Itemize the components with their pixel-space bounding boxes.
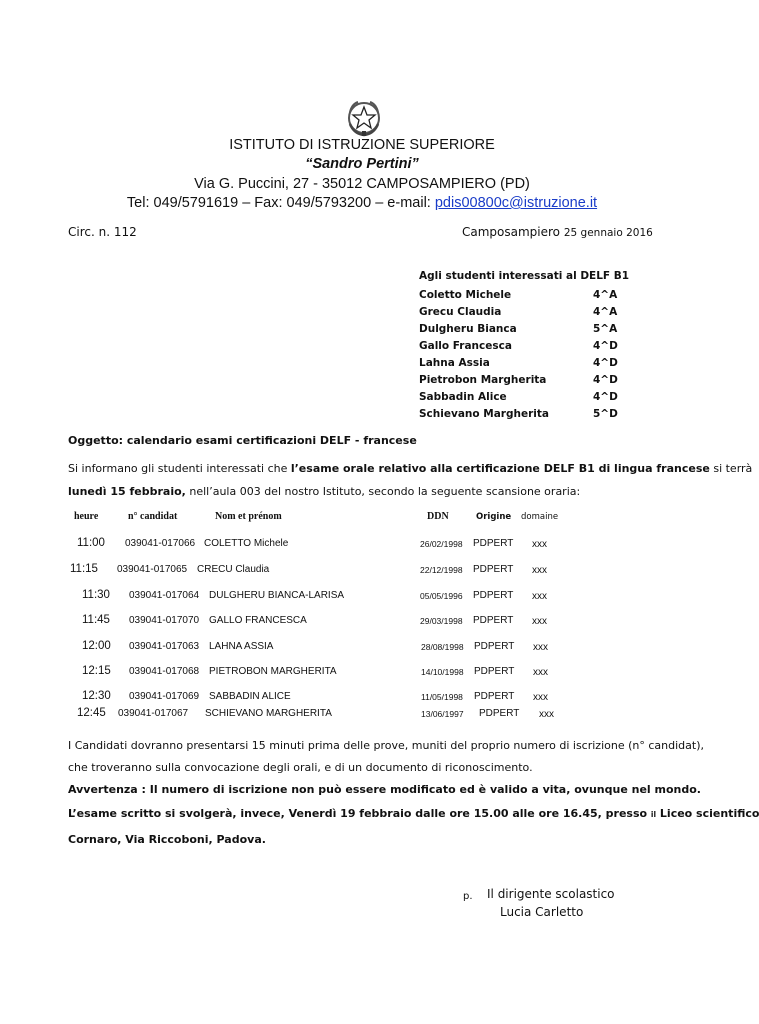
row-ddn: 26/02/1998 xyxy=(420,539,463,549)
warning: Avvertenza : Il numero di iscrizione non può essere modificato ed è valido a vita, ovunque nel mondo. xyxy=(68,783,701,796)
written-exam-text: L’esame scritto si svolgerà, invece, Venerdì 19 febbraio dalle ore 15.00 alle ore 16.45, xyxy=(68,807,602,820)
row-nom: GALLO FRANCESCA xyxy=(209,615,307,626)
recipient-class: 4^D xyxy=(593,391,618,403)
recipient-name: Grecu Claudia xyxy=(419,306,502,318)
row-ddn: 13/06/1997 xyxy=(421,709,464,719)
row-origine: PDPERT xyxy=(479,708,520,719)
recipient-class: 4^D xyxy=(593,357,618,369)
row-domaine: xxx xyxy=(539,709,554,720)
intro-text: Si informano gli studenti interessati che xyxy=(68,462,291,475)
email-link[interactable]: pdis00800c@istruzione.it xyxy=(434,195,598,211)
row-nom: CRECU Claudia xyxy=(197,564,270,575)
row-origine: PDPERT xyxy=(473,590,514,601)
signature-role: Il dirigente scolastico xyxy=(487,887,615,901)
written-exam-il: il xyxy=(650,810,657,819)
subject: Oggetto: calendario esami certificazioni DELF - francese xyxy=(68,434,417,447)
recipient-name: Coletto Michele xyxy=(419,289,512,301)
contacts-text: Tel: 049/5791619 – Fax: 049/5793200 – e-mail: xyxy=(126,195,435,211)
institute-name: “Sandro Pertini” xyxy=(305,156,419,172)
row-nom: DULGHERU BIANCA-LARISA xyxy=(209,590,345,601)
row-num-candidat: 039041-017065 xyxy=(117,564,188,575)
recipient-name: Gallo Francesca xyxy=(419,340,512,352)
date: 25 gennaio 2016 xyxy=(563,227,653,239)
intro-line-2 xyxy=(68,485,580,498)
row-nom: SABBADIN ALICE xyxy=(209,691,291,702)
row-num-candidat: 039041-017069 xyxy=(129,691,200,702)
institute-address: Via G. Puccini, 27 - 35012 CAMPOSAMPIERO (PD) xyxy=(194,176,530,192)
recipient-name: Lahna Assia xyxy=(419,357,490,369)
row-ddn: 05/05/1996 xyxy=(420,591,463,601)
row-origine: PDPERT xyxy=(473,564,514,575)
row-num-candidat: 039041-017063 xyxy=(129,641,200,652)
institute-title: ISTITUTO DI ISTRUZIONE SUPERIORE xyxy=(229,137,495,153)
note-2: che troveranno sulla convocazione degli orali, e di un documento di riconoscimento. xyxy=(68,761,533,774)
row-heure: 12:30 xyxy=(82,690,111,702)
col-origine: Origine xyxy=(476,512,512,522)
intro-line-1 xyxy=(68,462,752,475)
row-ddn: 28/08/1998 xyxy=(421,642,464,652)
row-heure: 11:45 xyxy=(82,614,110,626)
recipient-name: Schievano Margherita xyxy=(419,408,549,420)
recipient-class: 4^D xyxy=(593,374,618,386)
recipient-class: 4^D xyxy=(593,340,618,352)
signature-p: p. xyxy=(463,891,473,902)
row-domaine: xxx xyxy=(533,642,548,653)
written-exam-line-1 xyxy=(68,807,759,820)
row-nom: SCHIEVANO MARGHERITA xyxy=(205,708,332,719)
row-ddn: 22/12/1998 xyxy=(420,565,463,575)
row-heure: 11:00 xyxy=(77,537,105,549)
recipient-class: 5^A xyxy=(593,323,618,335)
recipient-class: 4^A xyxy=(593,306,618,318)
col-domaine: domaine xyxy=(521,512,559,522)
row-origine: PDPERT xyxy=(473,615,514,626)
recipient-name: Pietrobon Margherita xyxy=(419,374,547,386)
row-num-candidat: 039041-017064 xyxy=(129,590,200,601)
row-domaine: xxx xyxy=(532,565,547,576)
row-origine: PDPERT xyxy=(474,666,515,677)
col-ddn: DDN xyxy=(427,511,449,522)
date-line xyxy=(462,225,653,239)
row-origine: PDPERT xyxy=(474,641,515,652)
signature-name: Lucia Carletto xyxy=(500,905,584,919)
row-num-candidat: 039041-017066 xyxy=(125,538,196,549)
exam-date: lunedì 15 febbraio, xyxy=(68,485,186,498)
col-nom: Nom et prénom xyxy=(215,511,282,522)
row-heure: 12:45 xyxy=(77,707,106,719)
intro-room: nell’aula 003 del nostro Istituto, secondo la seguente scansione oraria: xyxy=(185,485,581,498)
recipient-name: Dulgheru Bianca xyxy=(419,323,517,335)
written-exam-liceo: Liceo scientifico xyxy=(656,807,759,820)
row-ddn: 11/05/1998 xyxy=(421,692,463,702)
row-nom: LAHNA ASSIA xyxy=(209,641,274,652)
intro-end: si terrà xyxy=(709,462,753,475)
place: Camposampiero xyxy=(462,225,561,239)
row-origine: PDPERT xyxy=(473,538,514,549)
row-nom: PIETROBON MARGHERITA xyxy=(209,666,337,677)
recipient-name: Sabbadin Alice xyxy=(419,391,507,403)
circular-number: Circ. n. 112 xyxy=(68,225,137,239)
row-domaine: xxx xyxy=(533,692,548,703)
row-origine: PDPERT xyxy=(474,691,515,702)
row-heure: 12:15 xyxy=(82,665,111,677)
written-exam-line-2: Cornaro, Via Riccoboni, Padova. xyxy=(68,833,266,846)
row-heure: 11:15 xyxy=(70,563,98,575)
row-nom: COLETTO Michele xyxy=(204,538,289,549)
col-heure: heure xyxy=(74,511,99,522)
row-domaine: xxx xyxy=(533,667,548,678)
recipient-class: 5^D xyxy=(593,408,618,420)
col-num-candidat: n° candidat xyxy=(128,511,178,522)
institute-contacts xyxy=(0,195,724,211)
intro-bold: l’esame orale relativo alla certificazione DELF B1 di lingua francese xyxy=(290,462,710,475)
row-heure: 11:30 xyxy=(82,589,110,601)
row-num-candidat: 039041-017068 xyxy=(129,666,200,677)
note-1: I Candidati dovranno presentarsi 15 minuti prima delle prove, muniti del proprio numero di iscrizione (n° candidat), xyxy=(68,739,704,752)
written-exam-presso: presso xyxy=(601,807,651,820)
recipients-title: Agli studenti interessati al DELF B1 xyxy=(419,270,630,282)
row-domaine: xxx xyxy=(532,616,547,627)
row-ddn: 29/03/1998 xyxy=(420,616,463,626)
recipient-class: 4^A xyxy=(593,289,618,301)
row-num-candidat: 039041-017067 xyxy=(118,708,189,719)
row-num-candidat: 039041-017070 xyxy=(129,615,200,626)
italian-republic-emblem-icon xyxy=(344,98,384,138)
row-ddn: 14/10/1998 xyxy=(421,667,464,677)
row-domaine: xxx xyxy=(532,591,547,602)
row-heure: 12:00 xyxy=(82,640,111,652)
row-domaine: xxx xyxy=(532,539,547,550)
